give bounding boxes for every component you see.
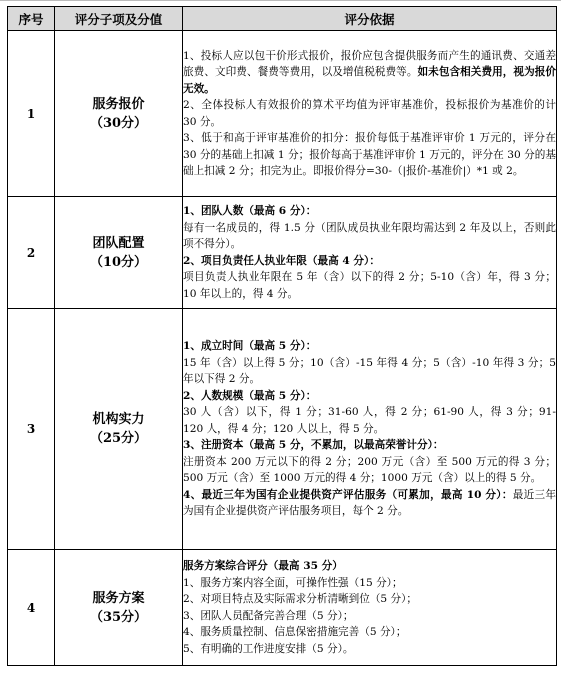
table-header-row <box>8 7 557 31</box>
item-name: 服务报价 <box>92 96 145 112</box>
header-no: 序号 <box>8 7 55 31</box>
row-item <box>55 550 183 666</box>
scoring-table <box>7 6 557 666</box>
item-score: （10分） <box>89 254 148 270</box>
item-name: 团队配置 <box>92 235 145 251</box>
basis-heading: 2、人数规模（最高 5 分）： <box>183 389 317 402</box>
item-name: 机构实力 <box>92 412 145 427</box>
basis-heading: 4、最近三年为国有企业提供资产评估服务（可累加，最高 10 分）： <box>183 488 513 501</box>
basis-list-item: 1、服务方案内容全面，可操作性强（15 分）； <box>183 576 403 589</box>
basis-heading: 3、注册资本（最高 5 分，不累加，以最高荣誉计分）： <box>183 439 444 452</box>
table-row <box>8 309 557 550</box>
basis-text: 项目负责人执业年限在 5 年（含）以下的得 2 分；5-10（含）年，得 3 分；10 年以上的，得 4 分。 <box>183 271 556 300</box>
basis-text: 注册资本 200 万元以下的得 2 分；200 万元（含）至 500 万元的得 3 分；500 万元（含）至 1000 万元的得 4 分；1000 万元（含）以上的得 5 分。 <box>183 455 556 485</box>
basis-text: 2、全体投标人有效报价的算术平均值为评审基准价，投标报价为基准价的计 30 分。 <box>183 99 556 128</box>
row-number: 4 <box>8 550 55 666</box>
basis-list-item: 4、服务质量控制、信息保密措施完善（5 分）； <box>183 626 407 638</box>
row-basis <box>183 550 557 666</box>
basis-heading: 2、项目负责任人执业年限（最高 4 分）： <box>183 254 380 267</box>
table-row <box>8 550 557 666</box>
basis-text: 30 人（含）以下，得 1 分；31-60 人，得 2 分；61-90 人，得 3 分；91-120 人，得 4 分；120 人以上，得 5 分。 <box>183 406 556 435</box>
basis-list-item: 5、有明确的工作进度安排（5 分）。 <box>183 642 354 655</box>
item-score: （35分） <box>89 609 148 625</box>
header-item: 评分子项及分值 <box>55 7 183 31</box>
row-basis <box>183 309 557 550</box>
row-number: 3 <box>8 309 55 550</box>
table-row <box>8 197 557 309</box>
row-item <box>55 31 183 197</box>
header-basis: 评分依据 <box>183 7 557 31</box>
basis-heading: 服务方案综合评分（最高 35 分） <box>183 560 343 572</box>
basis-heading: 1、团队人数（最高 6 分）： <box>183 205 317 217</box>
row-basis <box>183 197 557 309</box>
basis-text: 3、低于和高于评审基准价的扣分：报价每低于基准评审价 1 万元的，评分在 30 分的基础上扣减 1 分；报价每高于基准评审价 1 万元的，评分在 30 分的基础上扣减 2 分；扣完为止。即报价得分=30-（|报价-基准价|）*1 或 2。 <box>183 132 556 177</box>
basis-list-item: 3、团队人员配备完善合理（5 分）； <box>183 609 354 622</box>
row-basis <box>183 31 557 197</box>
basis-text: 最近三年为国有企业提供资产评估服务项目，每个 2 分。 <box>183 488 557 518</box>
basis-text: 15 年（含）以上得 5 分；10（含）-15 年得 4 分；5（含）-10 年得 3 分；5 年以下得 2 分。 <box>183 356 556 386</box>
item-score: （25分） <box>89 431 148 446</box>
row-item <box>55 197 183 309</box>
basis-text: 每有一名成员的，得 1.5 分（团队成员执业年限均需达到 2 年及以上，否则此项不得分）。 <box>183 221 556 250</box>
basis-text: 1、投标人应以包干价形式报价，报价应包含提供服务而产生的通讯费、交通差旅费、文印费、餐费等费用，以及增值税税费等。 <box>183 49 556 78</box>
row-item <box>55 309 183 550</box>
basis-list-item: 2、对项目特点及实际需求分析清晰到位（5 分）； <box>183 593 418 605</box>
item-score: （30分） <box>89 115 148 131</box>
item-name: 服务方案 <box>92 590 145 606</box>
row-number: 2 <box>8 197 55 309</box>
basis-emphasis: 如未包含相关费用，视为报价无效。 <box>183 66 557 95</box>
basis-heading: 1、成立时间（最高 5 分）： <box>183 340 317 353</box>
table-row <box>8 31 557 197</box>
row-number: 1 <box>8 31 55 197</box>
